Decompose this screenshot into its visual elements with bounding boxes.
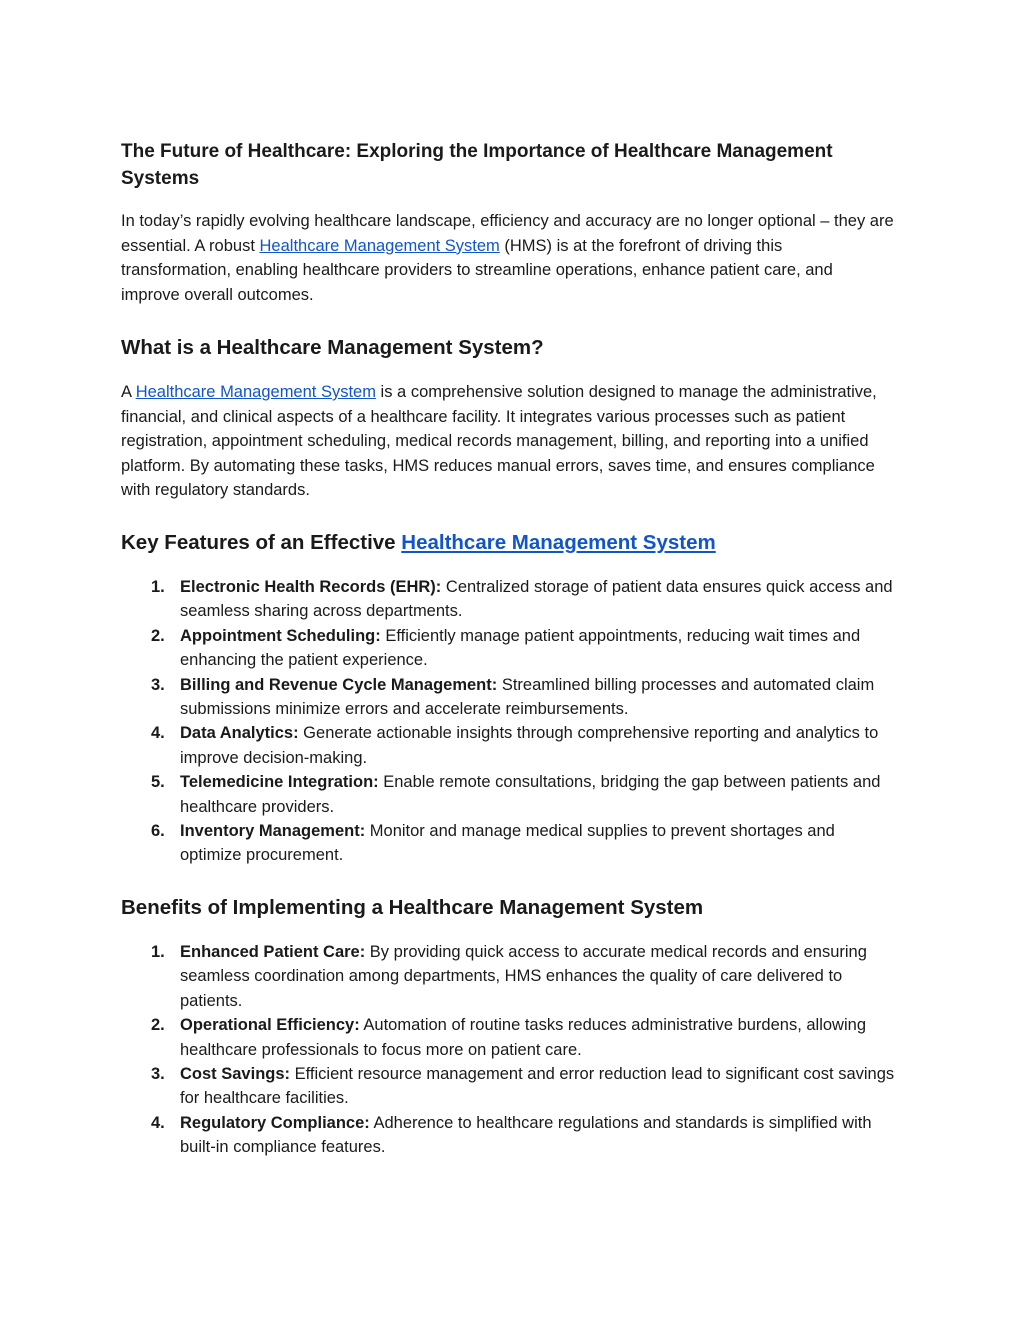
list-item-number: 5. <box>151 773 165 792</box>
list-item-text: Enable remote consultations, bridging the gap between patients and healthcare providers. <box>180 773 881 816</box>
what-is-heading: What is a Healthcare Management System? <box>121 336 544 359</box>
list-item-number: 4. <box>151 724 165 743</box>
key-features-heading <box>121 529 896 557</box>
intro-text-end: (HMS) is at the forefront of driving this transformation, enabling healthcare providers to streamline operations, enhance patient care, and improve overall outcomes. <box>121 236 833 304</box>
list-item-term: Billing and Revenue Cycle Management: <box>180 675 498 694</box>
key-features-list <box>121 575 896 868</box>
list-item <box>121 1062 896 1111</box>
list-item-text: Streamlined billing processes and automated claim submissions minimize errors and accelerate reimbursements. <box>180 675 875 719</box>
list-item-term: Inventory Management: <box>180 822 366 841</box>
list-item <box>121 940 896 1013</box>
list-item-term: Telemedicine Integration: <box>180 773 379 792</box>
benefits-list <box>121 940 896 1160</box>
what-is-text-start: A <box>121 383 136 401</box>
list-item-number: 1. <box>151 578 165 596</box>
list-item <box>121 770 896 819</box>
list-item <box>121 819 896 868</box>
list-item-text: Monitor and manage medical supplies to prevent shortages and optimize procurement. <box>180 822 835 865</box>
list-item-text: By providing quick access to accurate medical records and ensuring seamless coordination among departments, HMS enhances the quality of care delivered to patients. <box>180 943 867 1010</box>
list-item-number: 3. <box>151 675 165 694</box>
list-item-text: Adherence to healthcare regulations and standards is simplified with built-in compliance features. <box>180 1113 872 1157</box>
list-item-term: Electronic Health Records (EHR): <box>180 578 442 596</box>
intro-text-start: In today’s rapidly evolving healthcare landscape, efficiency and accuracy are no longer optional – they are essential. A robust <box>121 212 894 255</box>
list-item-text: Automation of routine tasks reduces administrative burdens, allowing healthcare professionals to focus more on patient care. <box>180 1016 866 1059</box>
list-item-number: 1. <box>151 943 165 961</box>
list-item-number: 2. <box>151 1016 165 1035</box>
list-item-text: Efficiently manage patient appointments, reducing wait times and enhancing the patient experience. <box>180 626 861 670</box>
list-item-term: Enhanced Patient Care: <box>180 943 366 961</box>
list-item-term: Appointment Scheduling: <box>180 626 381 645</box>
list-item-term: Operational Efficiency: <box>180 1016 360 1035</box>
benefits-heading: Benefits of Implementing a Healthcare Management System <box>121 896 704 919</box>
page-title: The Future of Healthcare: Exploring the Importance of Healthcare Management Systems <box>121 141 833 189</box>
list-item <box>121 673 896 722</box>
list-item-text: Centralized storage of patient data ensures quick access and seamless sharing across departments. <box>180 578 893 621</box>
list-item-text: Efficient resource management and error reduction lead to significant cost savings for healthcare facilities. <box>180 1065 895 1108</box>
list-item <box>121 721 896 770</box>
list-item-number: 3. <box>151 1065 165 1084</box>
what-is-paragraph <box>121 380 896 503</box>
key-features-hms-link[interactable]: Healthcare Management System <box>401 531 716 554</box>
list-item <box>121 1111 896 1160</box>
list-item <box>121 575 896 624</box>
list-item-number: 2. <box>151 626 165 645</box>
list-item <box>121 1013 896 1062</box>
list-item-term: Cost Savings: <box>180 1065 291 1084</box>
what-is-text-end: is a comprehensive solution designed to manage the administrative, financial, and clinical aspects of a healthcare facility. It integrates various processes such as patient registration, appointment scheduling, medical records management, billing, and reporting into a unified platform. By automating these tasks, HMS reduces manual errors, saves time, and ensures compliance with regulatory standards. <box>121 383 877 499</box>
what-is-hms-link[interactable]: Healthcare Management System <box>135 383 376 401</box>
list-item-text: Generate actionable insights through comprehensive reporting and analytics to improve decision-making. <box>180 724 879 767</box>
list-item-number: 6. <box>151 822 165 841</box>
list-item-number: 4. <box>151 1113 165 1132</box>
list-item-term: Regulatory Compliance: <box>180 1113 370 1132</box>
key-features-heading-prefix: Key Features of an Effective <box>121 531 402 554</box>
intro-hms-link[interactable]: Healthcare Management System <box>259 236 500 255</box>
list-item <box>121 624 896 673</box>
list-item-term: Data Analytics: <box>180 724 299 743</box>
intro-paragraph <box>121 209 896 307</box>
